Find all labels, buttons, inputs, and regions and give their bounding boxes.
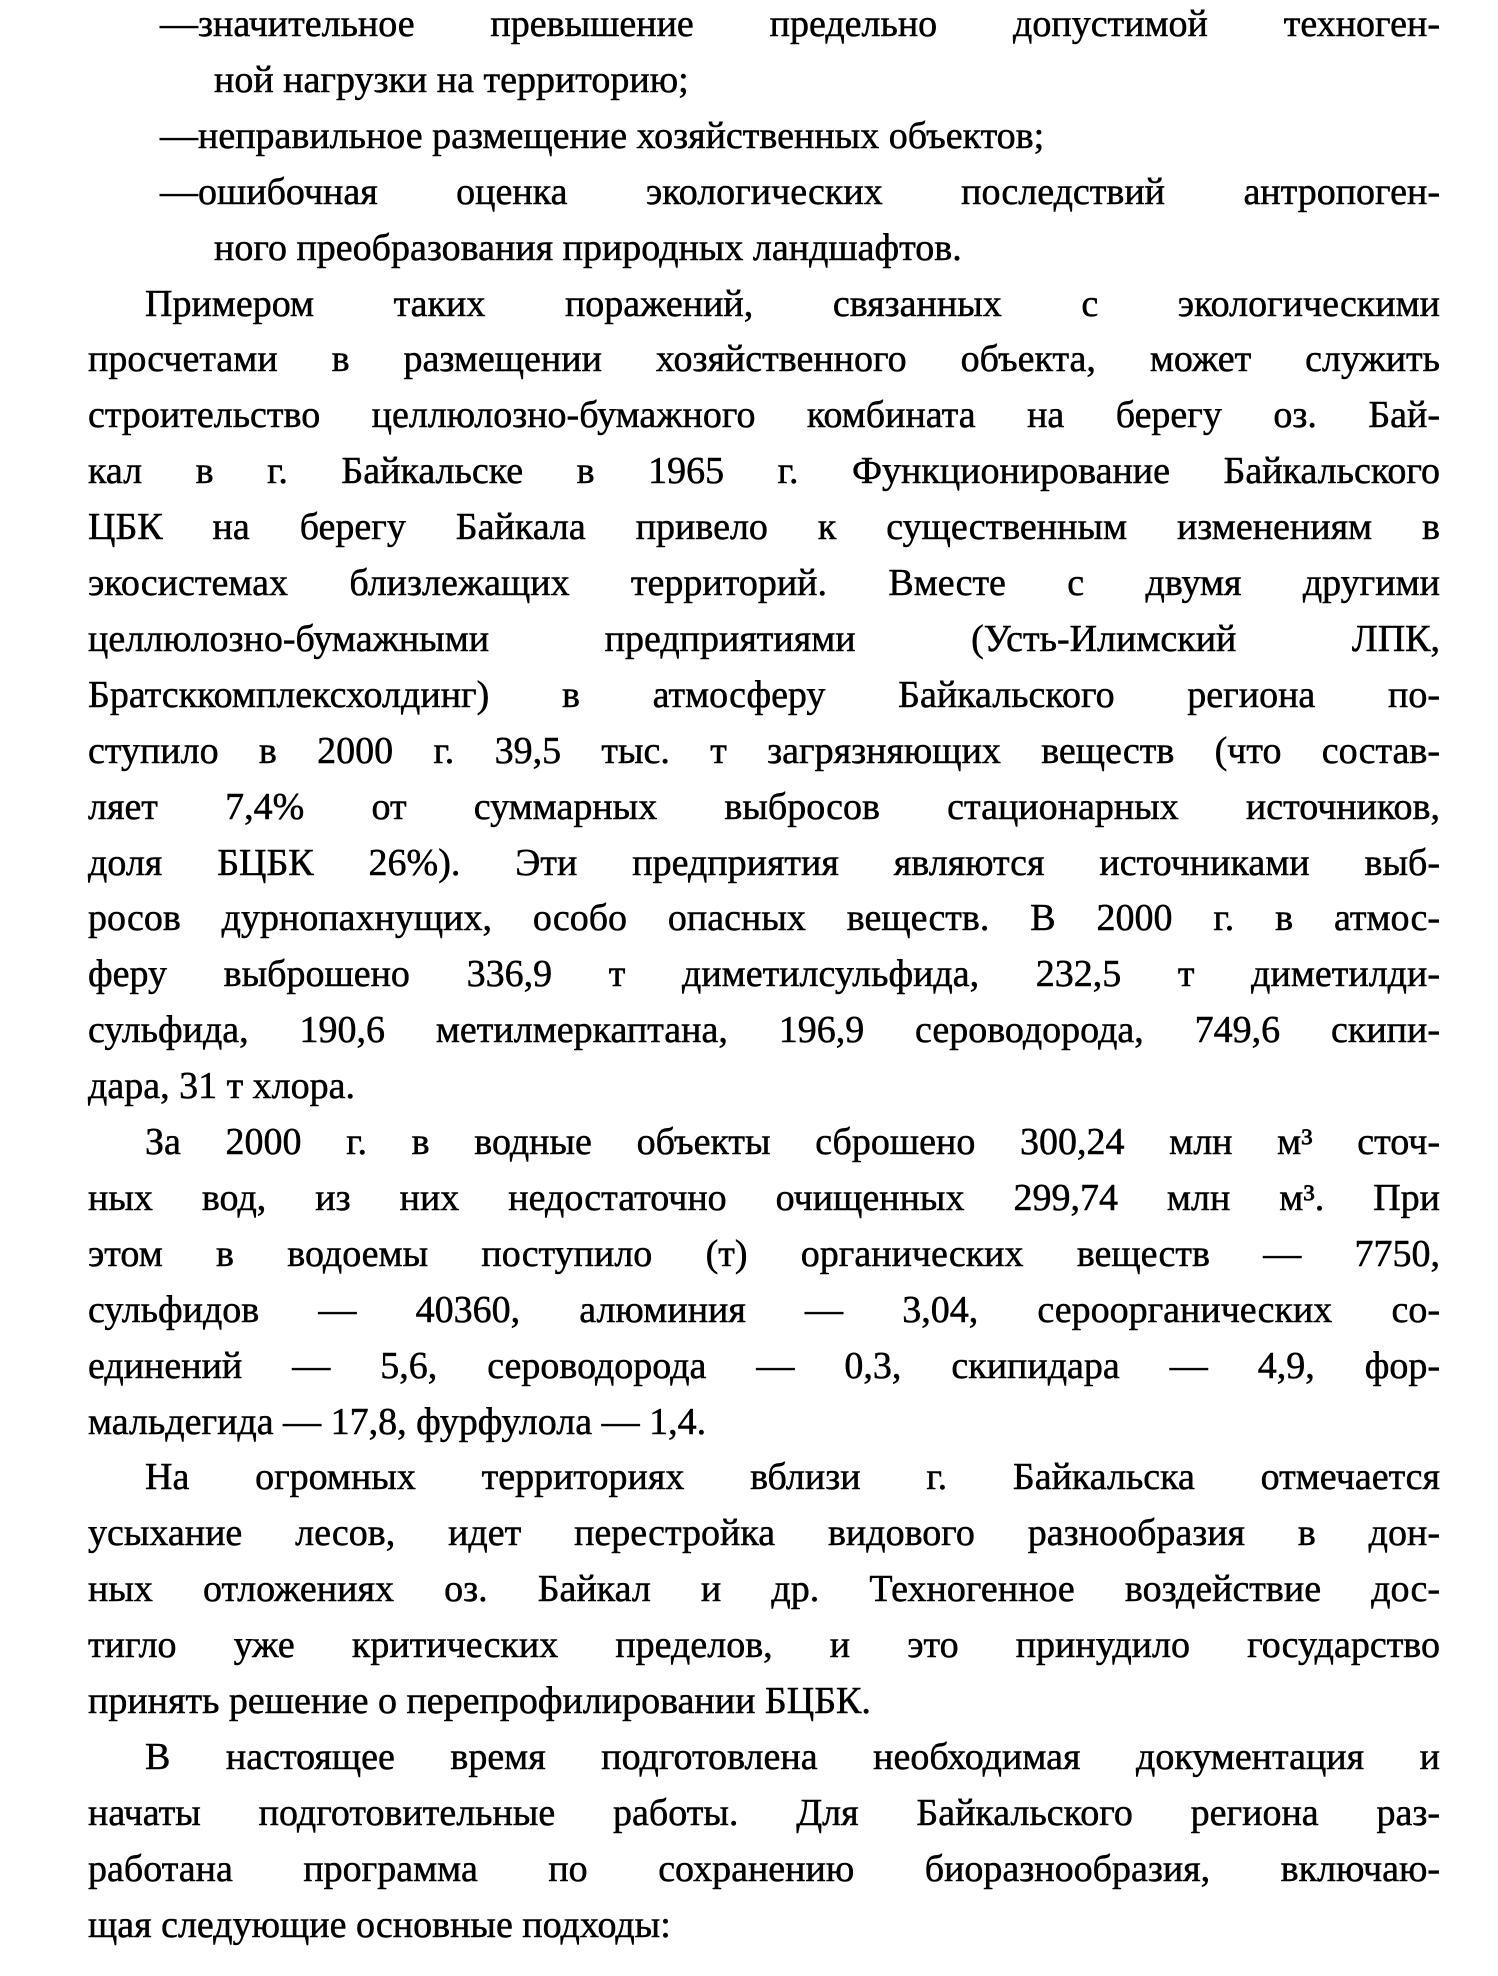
text-line: щая следующие основные подходы:: [88, 1903, 671, 1946]
text-line: усыхание лесов, идет перестройка видового разнообразия в дон-: [88, 1512, 1440, 1555]
text-line: Примером таких поражений, связанных с экологическими: [145, 282, 1440, 325]
text-line: экосистемах близлежащих территорий. Вместе с двумя другими: [88, 562, 1440, 604]
text-line: ного преобразования природных ландшафтов.: [214, 226, 962, 269]
text-line: целлюлозно-бумажными предприятиями (Усть-Илимский ЛПК,: [88, 617, 1440, 660]
text-line: единений — 5,6, сероводорода — 0,3, скипидара — 4,9, фор-: [88, 1344, 1440, 1387]
text-line: дара, 31 т хлора.: [88, 1065, 356, 1108]
text-line: росов дурнопахнущих, особо опасных веществ. В 2000 г. в атмос-: [88, 897, 1440, 940]
text-line: этом в водоемы поступило (т) органических веществ — 7750,: [88, 1232, 1440, 1275]
text-line: работана программа по сохранению биоразнообразия, включаю-: [88, 1847, 1440, 1890]
text-line: ляет 7,4% от суммарных выбросов стационарных источников,: [88, 785, 1440, 828]
text-line: На огромных территориях вблизи г. Байкальска отмечается: [145, 1456, 1440, 1499]
list-item-line: —неправильное размещение хозяйственных объектов;: [160, 114, 1045, 157]
text-line: ной нагрузки на территорию;: [214, 58, 689, 101]
text-line: кал в г. Байкальске в 1965 г. Функционирование Байкальского: [88, 450, 1440, 493]
text-line: начаты подготовительные работы. Для Байкальского региона раз-: [88, 1791, 1440, 1834]
list-item-line: —ошибочная оценка экологических последствий антропоген-: [160, 170, 1440, 213]
text-line: феру выброшено 336,9 т диметилсульфида, 232,5 т диметилди-: [88, 953, 1440, 996]
text-line: сульфидов — 40360, алюминия — 3,04, сероорганических со-: [88, 1288, 1440, 1331]
text-line: Братсккомплексхолдинг) в атмосферу Байкальского региона по-: [88, 673, 1440, 716]
text-line: За 2000 г. в водные объекты сброшено 300,24 млн м³ сточ-: [145, 1121, 1440, 1163]
text-line: просчетами в размещении хозяйственного объекта, может служить: [88, 338, 1440, 381]
list-item-line: —значительное превышение предельно допустимой техноген-: [160, 3, 1440, 45]
text-line: сульфида, 190,6 метилмеркаптана, 196,9 сероводорода, 749,6 скипи-: [88, 1009, 1440, 1052]
text-line: ных вод, из них недостаточно очищенных 299,74 млн м³. При: [88, 1176, 1440, 1219]
text-line: ЦБК на берегу Байкала привело к существенным изменениям в: [88, 506, 1440, 549]
text-line: мальдегида — 17,8, фурфулола — 1,4.: [88, 1400, 707, 1443]
text-line: ных отложениях оз. Байкал и др. Техногенное воздействие дос-: [88, 1568, 1440, 1611]
text-line: ступило в 2000 г. 39,5 тыс. т загрязняющих веществ (что состав-: [88, 729, 1440, 772]
text-line: тигло уже критических пределов, и это принудило государство: [88, 1624, 1440, 1667]
text-line: доля БЦБК 26%). Эти предприятия являются источниками выб-: [88, 841, 1440, 884]
text-line: В настоящее время подготовлена необходимая документация и: [145, 1735, 1440, 1778]
text-line: принять решение о перепрофилировании БЦБК.: [88, 1680, 871, 1722]
text-line: строительство целлюлозно-бумажного комбината на берегу оз. Бай-: [88, 394, 1440, 437]
